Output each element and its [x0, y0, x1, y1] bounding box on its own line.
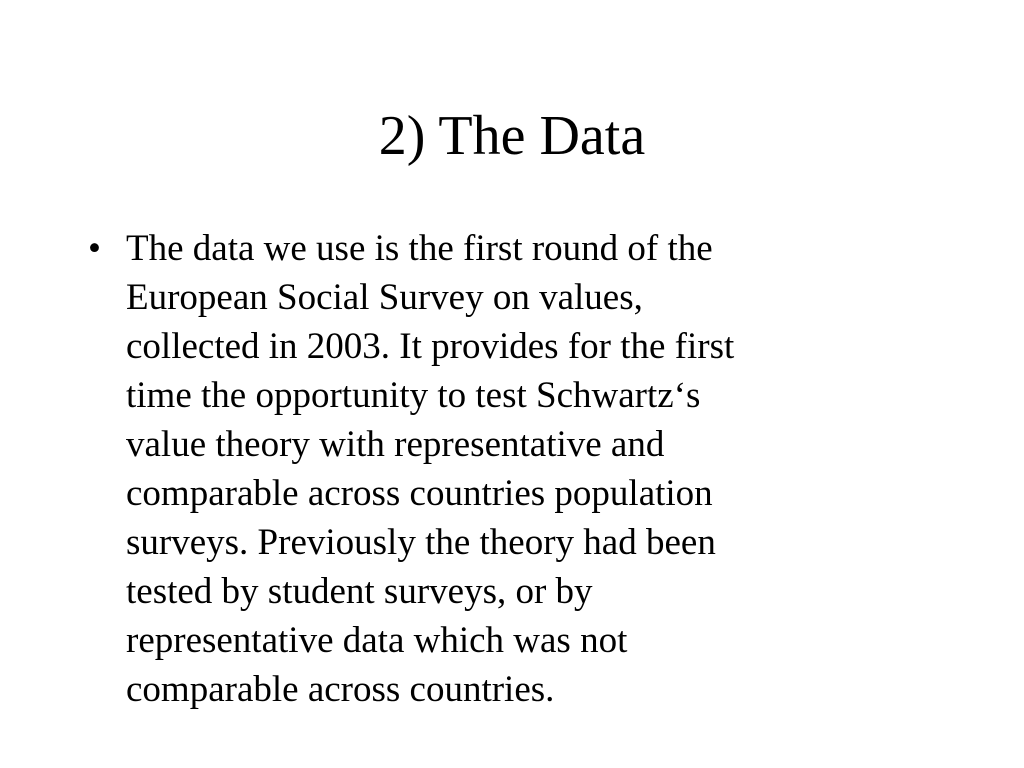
- bullet-text-line: comparable across countries.: [126, 669, 555, 710]
- bullet-text-line: time the opportunity to test Schwartz‘s: [126, 375, 701, 416]
- bullet-item: [86, 224, 906, 714]
- bullet-text-line: comparable across countries population: [126, 473, 713, 514]
- bullet-text-line: representative data which was not: [126, 620, 628, 661]
- bullet-dot-icon: •: [88, 228, 101, 269]
- bullet-list: [86, 224, 906, 714]
- bullet-text-line: The data we use is the first round of the: [126, 228, 713, 269]
- bullet-text-line: tested by student surveys, or by: [126, 571, 593, 612]
- bullet-text-line: European Social Survey on values,: [126, 277, 643, 318]
- bullet-text-line: value theory with representative and: [126, 424, 665, 465]
- bullet-text-line: collected in 2003. It provides for the first: [126, 326, 735, 367]
- bullet-text-line: surveys. Previously the theory had been: [126, 522, 716, 563]
- slide-title: 2) The Data: [378, 105, 646, 167]
